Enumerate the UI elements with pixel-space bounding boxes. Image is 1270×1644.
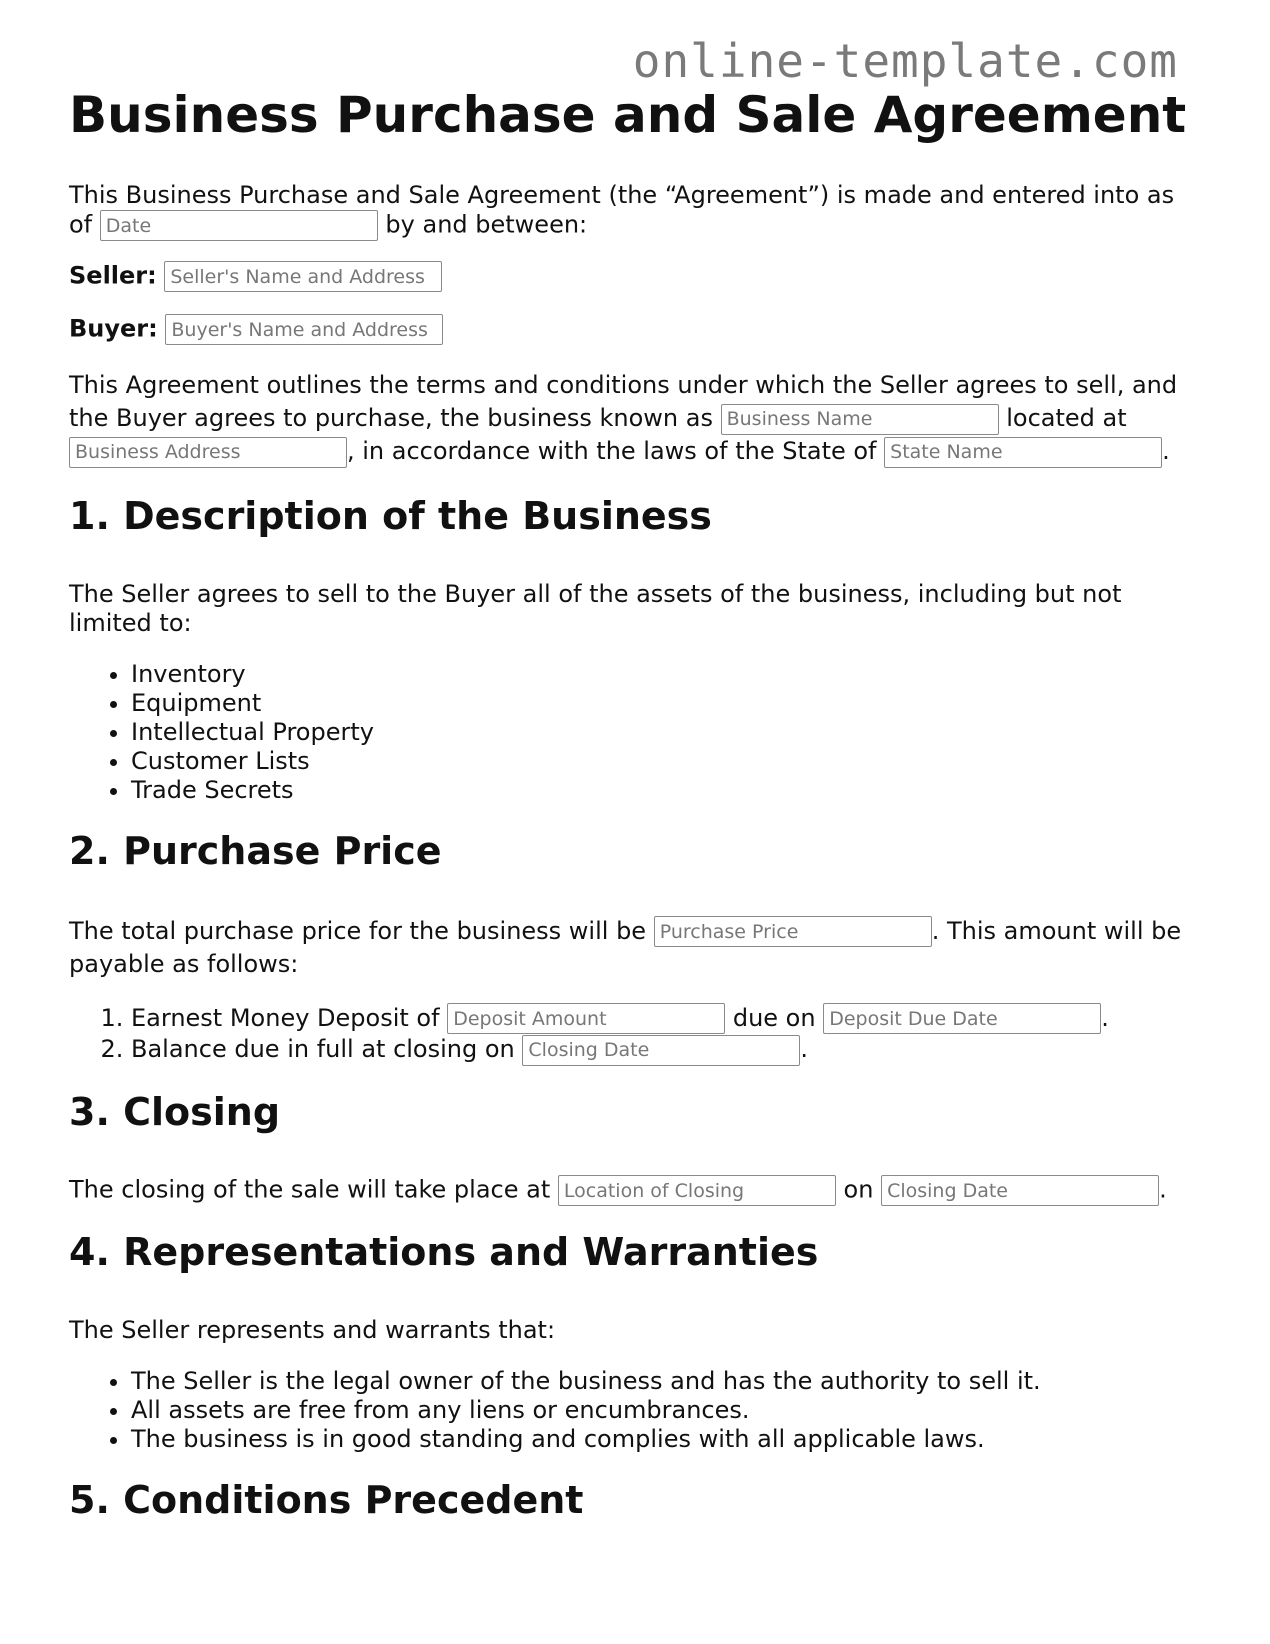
watermark: online-template.com: [632, 34, 1178, 88]
list-item: • The Seller is the legal owner of the business and has the authority to sell it.: [131, 1367, 1189, 1396]
terms-text-1: This Agreement outlines the terms and conditions under which the Seller agrees to sell, and the Buyer agrees to purchase, the business known as: [69, 371, 1178, 432]
document-title: Business Purchase and Sale Agreement: [69, 86, 1187, 144]
section-3-paragraph: [69, 1175, 1189, 1206]
terms-text-3: , in accordance with the laws of the State of: [347, 437, 877, 465]
buyer-line: [69, 314, 1189, 345]
balance-text: Balance due in full at closing on: [131, 1035, 515, 1064]
section-1-title: 1. Description of the Business: [69, 494, 712, 538]
terms-paragraph: [69, 369, 1189, 468]
seller-line: [69, 261, 1189, 292]
payment-item-deposit: [131, 1003, 1189, 1035]
section-1-paragraph: The Seller agrees to sell to the Buyer all of the assets of the business, including but not limited to:: [69, 579, 1122, 637]
buyer-name-address-field[interactable]: [165, 314, 443, 345]
list-item: • Customer Lists: [131, 747, 1189, 776]
state-name-field[interactable]: [884, 437, 1162, 468]
date-field[interactable]: [100, 210, 378, 241]
section-4-title: 4. Representations and Warranties: [69, 1230, 819, 1275]
closing-text-before: The closing of the sale will take place at: [69, 1175, 551, 1204]
section-2-paragraph: [69, 915, 1189, 981]
purchase-price-field[interactable]: [654, 916, 932, 947]
buyer-label: Buyer:: [69, 314, 158, 343]
section-5-title: 5. Conditions Precedent: [69, 1478, 584, 1523]
seller-name-address-field[interactable]: [164, 261, 442, 292]
section-3-title: 3. Closing: [69, 1089, 281, 1134]
list-item: • Intellectual Property: [131, 718, 1189, 747]
deposit-amount-field[interactable]: [447, 1003, 725, 1034]
section-4-paragraph: The Seller represents and warrants that:: [69, 1316, 556, 1345]
assets-list: [69, 660, 1189, 805]
terms-text-4: .: [1162, 437, 1170, 465]
deposit-due-date-field[interactable]: [823, 1003, 1101, 1034]
deposit-due-text: due on: [732, 1003, 816, 1032]
balance-end: .: [800, 1035, 809, 1064]
price-text-before: The total purchase price for the business will be: [69, 916, 647, 945]
payment-item-balance: [131, 1034, 1189, 1066]
payment-schedule-list: [69, 1003, 1189, 1066]
seller-label: Seller:: [69, 261, 157, 290]
closing-date-field[interactable]: [522, 1035, 800, 1066]
list-item: • All assets are free from any liens or encumbrances.: [131, 1396, 1189, 1425]
agreement-document: [69, 88, 1189, 1522]
list-item: • Equipment: [131, 689, 1189, 718]
business-name-field[interactable]: [721, 404, 999, 435]
terms-text-2: located at: [1006, 404, 1127, 432]
warranties-list: [69, 1367, 1189, 1454]
closing-date-field-2[interactable]: [881, 1175, 1159, 1206]
deposit-end: .: [1101, 1003, 1109, 1032]
intro-paragraph: [69, 181, 1189, 241]
list-item: • Inventory: [131, 660, 1189, 689]
intro-text-after: by and between:: [385, 210, 588, 239]
closing-text-end: .: [1159, 1175, 1167, 1204]
price-text-after: . This amount will be payable as follows:: [69, 916, 1182, 978]
list-item: • The business is in good standing and complies with all applicable laws.: [131, 1425, 1189, 1454]
location-of-closing-field[interactable]: [558, 1175, 836, 1206]
section-2-title: 2. Purchase Price: [69, 828, 442, 873]
deposit-text: Earnest Money Deposit of: [131, 1003, 440, 1032]
list-item: • Trade Secrets: [131, 776, 1189, 805]
intro-text-before: This Business Purchase and Sale Agreement (the “Agreement”) is made and entered into as of: [69, 181, 1175, 239]
business-address-field[interactable]: [69, 437, 347, 468]
closing-text-mid: on: [843, 1175, 874, 1204]
